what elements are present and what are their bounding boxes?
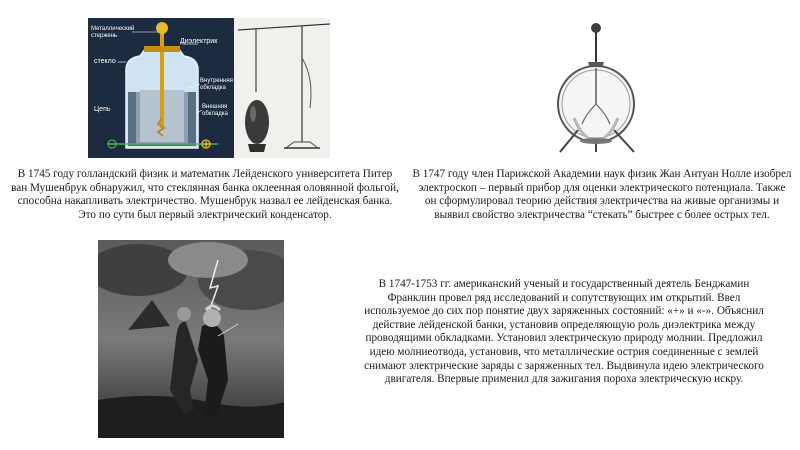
label-chain: Цепь bbox=[94, 106, 111, 113]
nollet-paragraph: В 1747 году член Парижской Академии наук физик Жан Антуан Нолле изобрел электроскоп – первый прибор для оценки электрического потенциала. Также он сформулировал теорию действия электричества на живые организмы и выявил свойство электричества “стекать” быстрее с более острых тел. bbox=[412, 168, 792, 221]
electroscope-drawing bbox=[538, 20, 656, 156]
label-dielectric: Диэлектрик bbox=[180, 38, 218, 45]
franklin-kite-scene bbox=[98, 240, 284, 438]
franklin-engraving bbox=[98, 240, 284, 438]
label-glass: стекло bbox=[94, 58, 116, 65]
label-rod: Металлический стержень bbox=[91, 26, 135, 39]
musschenbroek-paragraph: В 1745 году голландский физик и математик Лейденского университета Питер ван Мушенбрук обнаружил, что стеклянная банка оклеенная оловянной фольгой, способна накапливать электричество. Мушенбрук назвал ее лейденская банка. Это по сути был первый электрический конденсатор. bbox=[11, 168, 399, 221]
label-outer-plate: Внешняя обкладка bbox=[202, 104, 228, 117]
electroscope-illustration bbox=[538, 20, 656, 156]
apparatus-illustration bbox=[234, 18, 330, 158]
leyden-apparatus-engraving bbox=[234, 18, 330, 158]
label-inner-plate: Внутренняя обкладка bbox=[200, 78, 233, 91]
franklin-paragraph: В 1747-1753 гг. американский ученый и государственный деятель Бенджамин Франклин провел ряд исследований и сопутствующих им открытий. Ввел используемое до сих пор понятие двух заряженных состояний: «+» и «-». Объяснил действие лейденской банки, установив определяющую роль диэлектрика между проводящими обкладками. Установил электрическую природу молнии. Предложил идею молниеотвода, установив, что металлические острия соединенные с землей снимают электрические заряды с заряженных тел. Выдвинула идею электрического двигателя. Впервые применил для зажигания пороха электрическую искру. bbox=[364, 278, 764, 386]
leyden-jar-diagram bbox=[88, 18, 234, 158]
